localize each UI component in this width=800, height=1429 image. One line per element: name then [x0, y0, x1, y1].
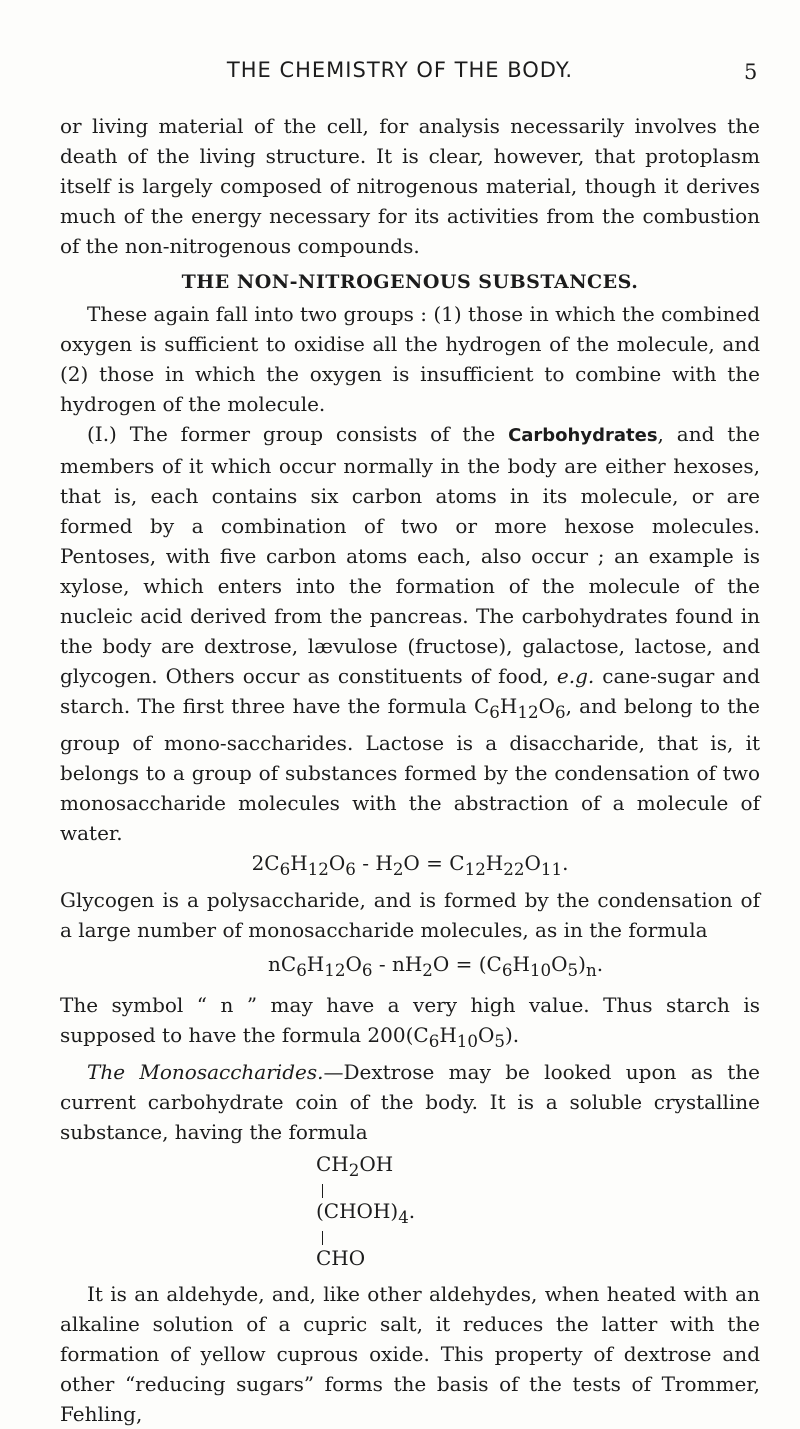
group-choh: $(CHOH)_4$. [316, 1199, 416, 1227]
paragraph-starch: The symbol “ n ” may have a very high value. Thus starch is supposed to have the formula $200(C_6H_{10}O_5)$. [60, 993, 760, 1051]
paragraph-groups: These again fall into two groups : (1) those in which the combined oxygen is sufficient to oxidise all the hydrogen of the molecule, and (2) those in which the oxygen is insufficient to combine with the hydrogen of the molecule. [60, 302, 760, 416]
dextrose-structural-formula [316, 1151, 760, 1271]
group-cho: CHO [316, 1246, 366, 1270]
group-ch2oh: $CH_2OH$ [316, 1152, 394, 1180]
page-number: 5 [744, 60, 758, 84]
bond-line [322, 1184, 323, 1198]
term-carbohydrates: Carbohydrates [508, 425, 658, 446]
equation-disaccharide: $2C_6H_{12}O_6 - H_2O = C_{12}H_{22}O_{11}$. [251, 851, 569, 879]
bond-line [322, 1231, 323, 1245]
running-header [0, 58, 800, 88]
page-body [60, 111, 760, 1429]
formula-hexose: $C_6H_{12}O_6$ [473, 694, 566, 722]
paragraph-continuation: or living material of the cell, for analysis necessarily involves the death of the living structure. It is clear, however, that protoplasm itself is largely composed of nitrogenous material, though it derives much of the energy necessary for its activities from the combustion of the non-nitrogenous compounds. [60, 114, 760, 258]
equation-polysaccharide: $nC_6H_{12}O_6 - nH_2O = (C_6H_{10}O_5)_n$. [268, 952, 604, 980]
paragraph-monosaccharides: The Monosaccharides.—Dextrose may be looked upon as the current carbohydrate coin of the body. It is a soluble crystalline substance, having the formula [60, 1060, 760, 1144]
paragraph-carbohydrates: (I.) The former group consists of the Carbohydrates, and the members of it which occur normally in the body are either hexoses, that is, each contains six carbon atoms in its molecule, or are formed by a combination of two or more hexose molecules. Pentoses, with five carbon atoms each, also occur ; an example is xylose, which enters into the formation of the molecule of the nucleic acid derived from the pancreas. The carbohydrates found in the body are dextrose, lævulose (fructose), galactose, lactose, and glycogen. Others occur as constituents of food, e.g. cane-sugar and starch. The first three have the formula $C_6H_{12}O_6$, and belong to the group of mono-saccharides. Lactose is a disaccharide, that is, it belongs to a group of substances formed by the condensation of two monosaccharide molecules with the abstraction of a molecule of water. [60, 422, 761, 845]
running-title: THE CHEMISTRY OF THE BODY. [226, 58, 574, 82]
paragraph-glycogen: Glycogen is a polysaccharide, and is formed by the condensation of a large number of monosaccharide molecules, as in the formula [60, 888, 760, 942]
formula-starch: $200(C_6H_{10}O_5)$. [367, 1023, 520, 1051]
section-heading: THE NON-NITROGENOUS SUBSTANCES. [181, 271, 639, 293]
paragraph-aldehyde: It is an aldehyde, and, like other aldehydes, when heated with an alkaline solution of a cupric salt, it reduces the latter with the formation of yellow cuprous oxide. This property of dextrose and other “reducing sugars” forms the basis of the tests of Trommer, Fehling, [60, 1282, 760, 1426]
subheading-monosaccharides: The Monosaccharides. [87, 1060, 324, 1084]
